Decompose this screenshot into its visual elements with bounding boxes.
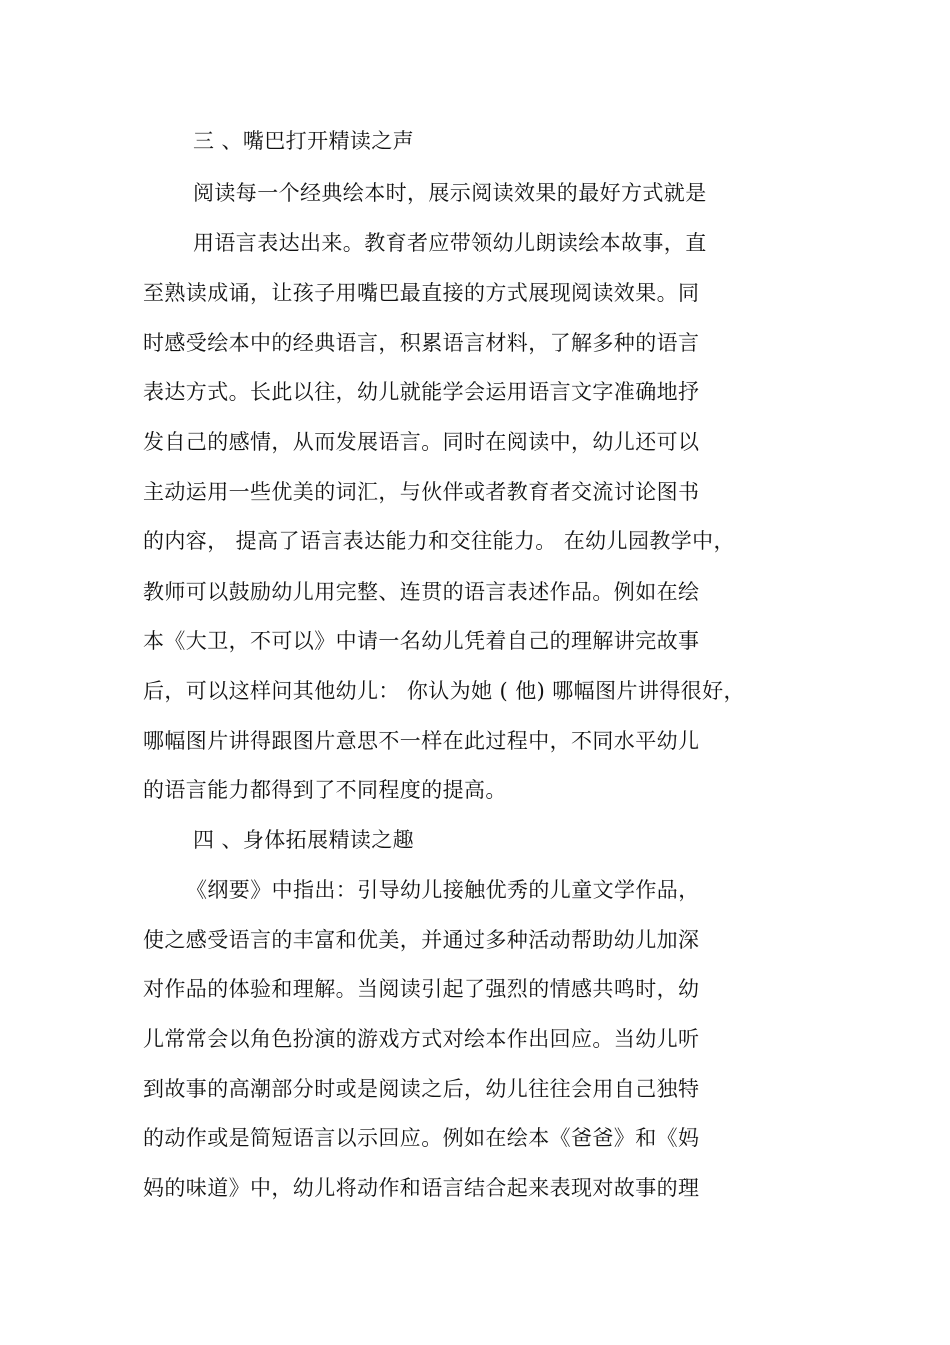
text-line: 到故事的高潮部分时或是阅读之后，幼儿往往会用自己独特	[143, 1077, 700, 1101]
text-line: 《纲要》中指出：引导幼儿接触优秀的儿童文学作品，	[186, 878, 700, 902]
section-heading-4: 四 、身体拓展精读之趣	[193, 828, 415, 852]
text-line: 对作品的体验和理解。当阅读引起了强烈的情感共鸣时，幼	[143, 977, 700, 1001]
text-line: 使之感受语言的丰富和优美，并通过多种活动帮助幼儿加深	[143, 928, 700, 952]
text-line: 至熟读成诵，让孩子用嘴巴最直接的方式展现阅读效果。同	[143, 281, 700, 305]
text-line: 用语言表达出来。教育者应带领幼儿朗读绘本故事，直	[193, 231, 707, 255]
text-line: 教师可以鼓励幼儿用完整、连贯的语言表述作品。例如在绘	[143, 580, 700, 604]
text-line: 时感受绘本中的经典语言，积累语言材料，了解多种的语言	[143, 331, 700, 355]
text-line: 儿常常会以角色扮演的游戏方式对绘本作出回应。当幼儿听	[143, 1027, 700, 1051]
text-line: 的内容， 提高了语言表达能力和交往能力。 在幼儿园教学中，	[143, 529, 735, 553]
text-line: 阅读每一个经典绘本时，展示阅读效果的最好方式就是	[193, 181, 707, 205]
text-line: 表达方式。长此以往，幼儿就能学会运用语言文字准确地抒	[143, 380, 700, 404]
section-heading-3: 三 、嘴巴打开精读之声	[193, 129, 415, 153]
text-line: 发自己的感情，从而发展语言。同时在阅读中，幼儿还可以	[143, 430, 700, 454]
text-line: 妈的味道》中，幼儿将动作和语言结合起来表现对故事的理	[143, 1176, 700, 1200]
text-line: 的语言能力都得到了不同程度的提高。	[143, 778, 507, 802]
text-line: 主动运用一些优美的词汇，与伙伴或者教育者交流讨论图书	[143, 480, 700, 504]
text-line: 本《大卫，不可以》中请一名幼儿凭着自己的理解讲完故事	[143, 629, 700, 653]
text-line: 的动作或是简短语言以示回应。例如在绘本《爸爸》和《妈	[143, 1126, 700, 1150]
text-line: 后，可以这样问其他幼儿： 你认为她 ( 他) 哪幅图片讲得很好，	[143, 679, 745, 703]
text-line: 哪幅图片讲得跟图片意思不一样在此过程中，不同水平幼儿	[143, 729, 700, 753]
